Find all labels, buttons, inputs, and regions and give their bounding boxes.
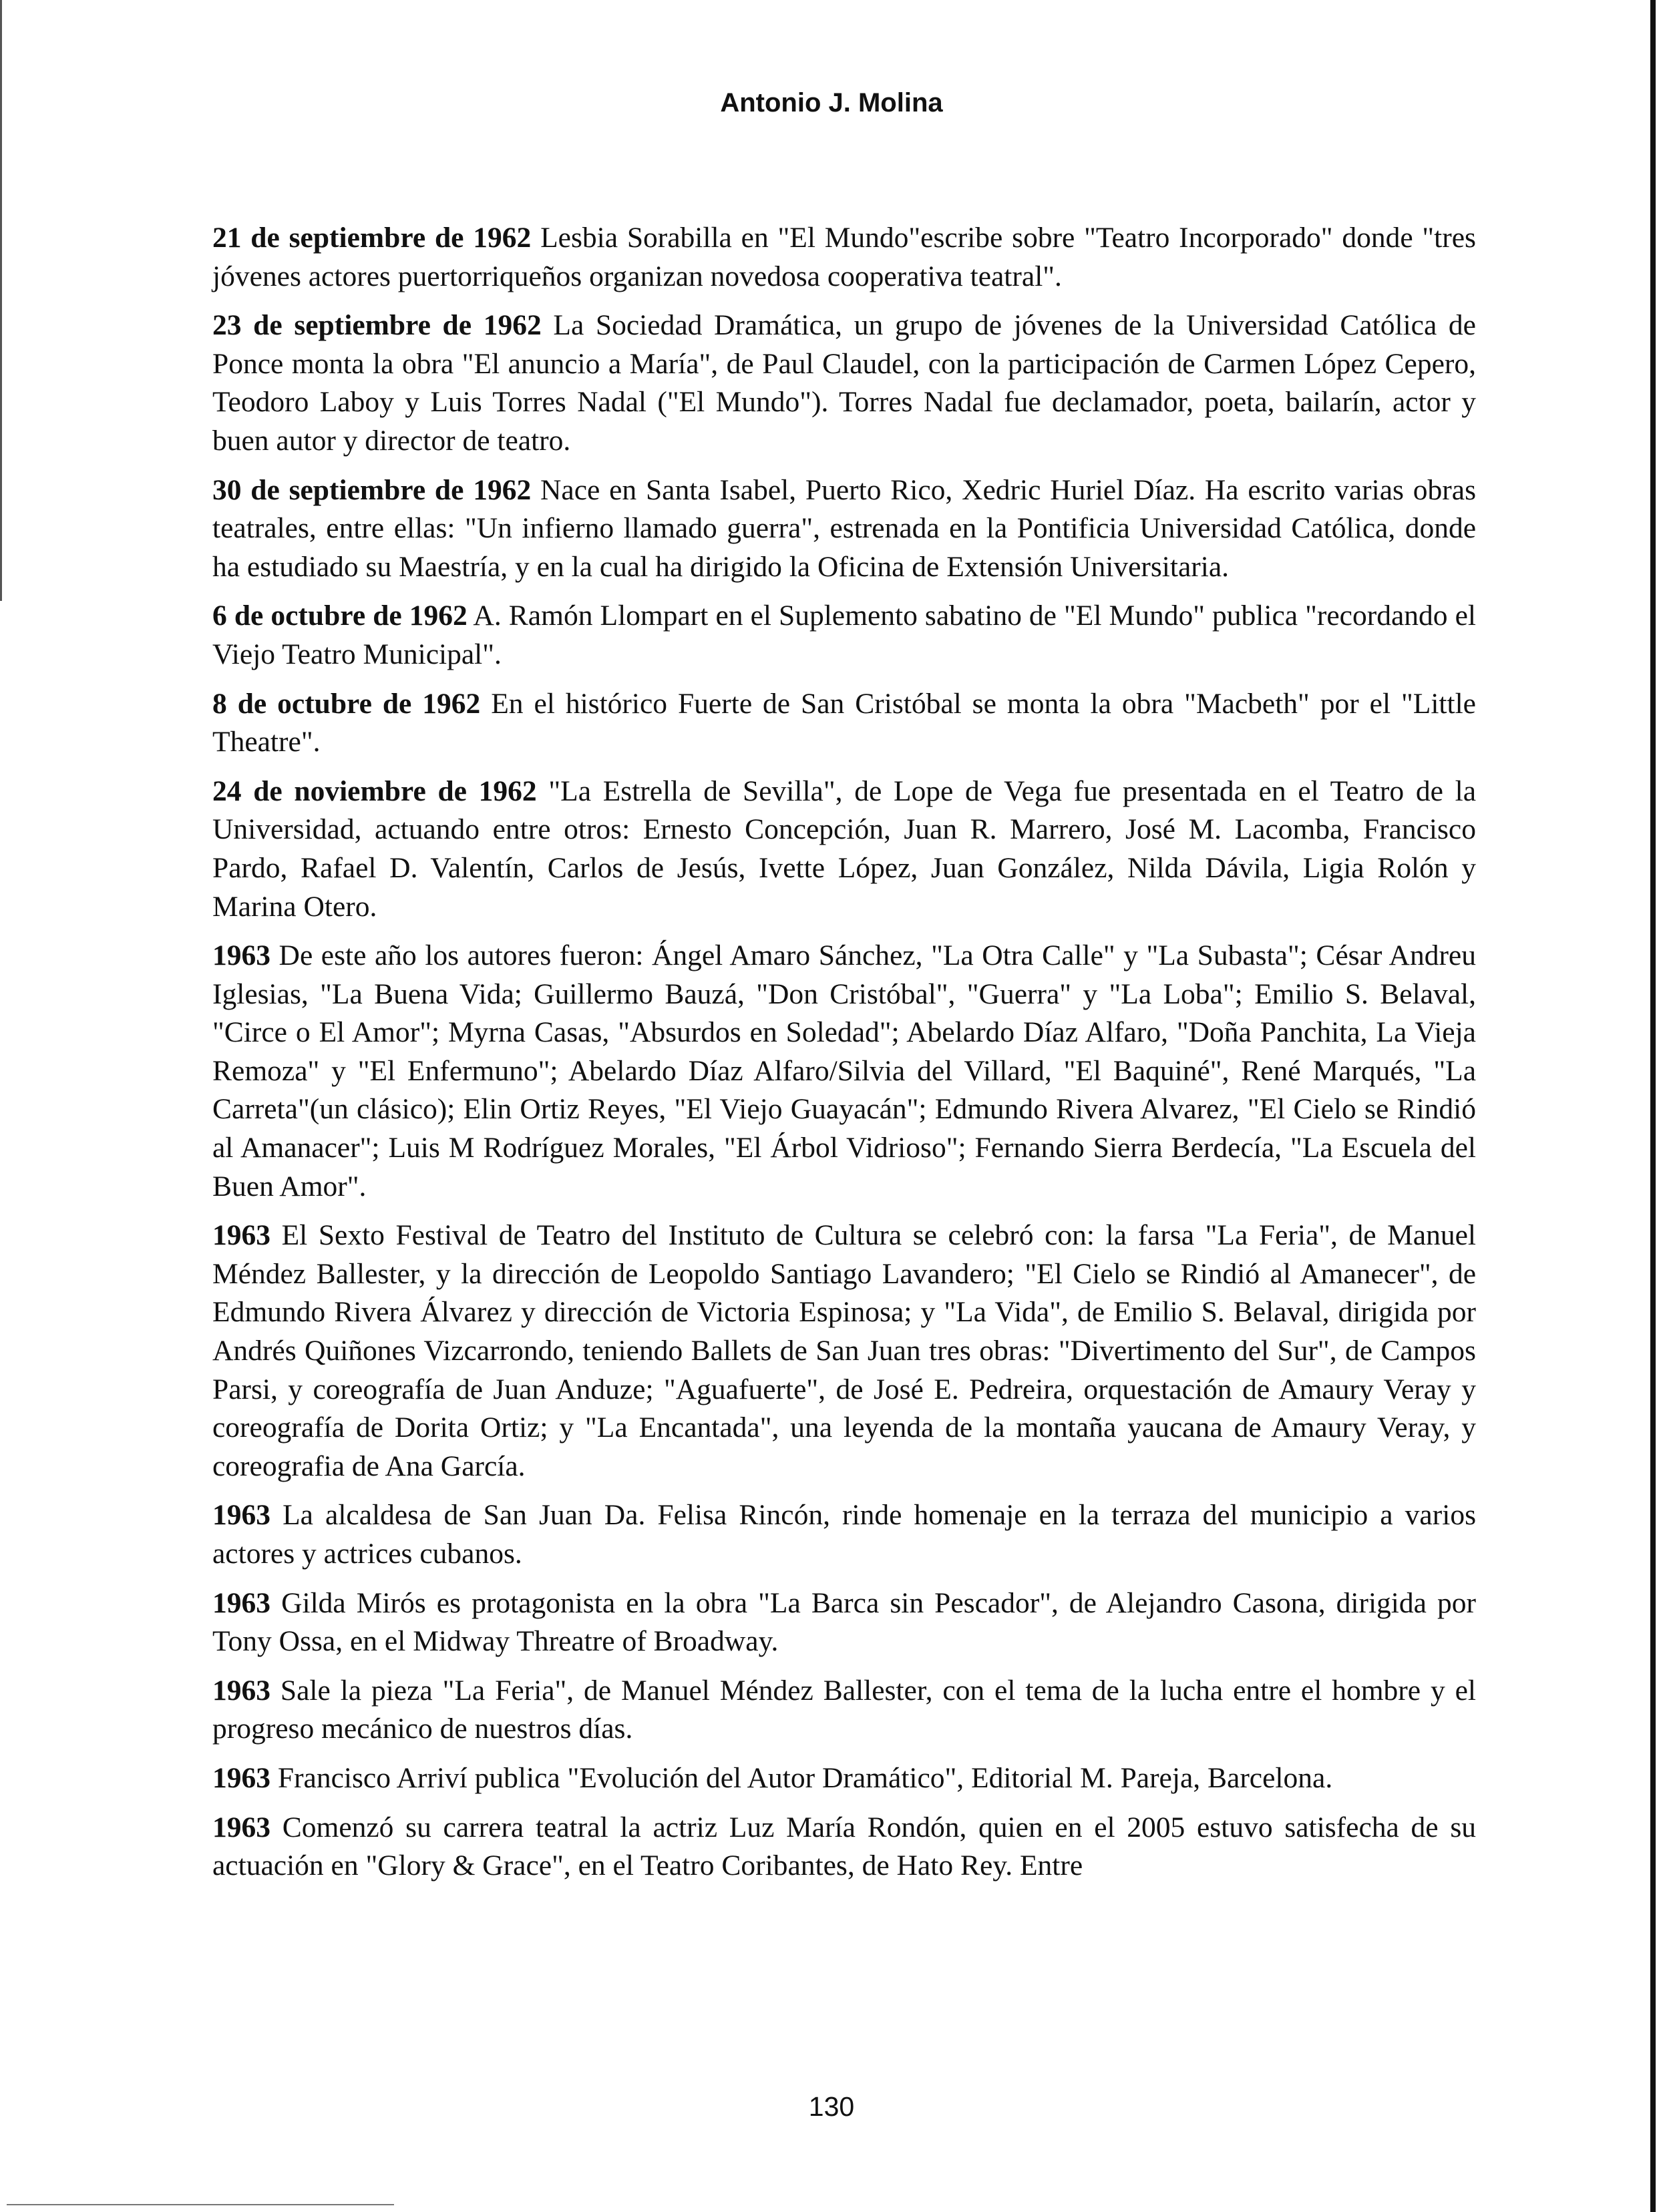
entry-date: 1963 <box>212 1761 270 1794</box>
entry-text: "La Estrella de Sevilla", de Lope de Vega fue presentada en el Teatro de la Universidad, actuando entre otros: Ernesto Concepción, Juan R. Marrero, José M. Lacomba, Francisco Pardo, Rafael D. Valentín, Carlos de Jesús, Ivette López, Juan González, Nilda Dávila, Ligia Rolón y Marina Otero. <box>212 775 1477 923</box>
entry-text: La alcaldesa de San Juan Da. Felisa Rincón, rinde homenaje en la terraza del municipio a varios actores y actrices cubanos. <box>212 1499 1476 1570</box>
page-number: 130 <box>808 2091 855 2122</box>
entry-date: 1963 <box>212 1499 270 1532</box>
entry-text: Sale la pieza "La Feria", de Manuel Méndez Ballester, con el tema de la lucha entre el hombre y el progreso mecánico de nuestros días. <box>212 1674 1476 1745</box>
entry-date: 1963 <box>212 1674 270 1707</box>
footer-rule <box>7 2204 394 2205</box>
entry-text: De este año los autores fueron: Ángel Amaro Sánchez, "La Otra Calle" y "La Subasta"; César Andreu Iglesias, "La Buena Vida; Guillermo Bauzá, "Don Cristóbal", "Guerra" y "La Loba"; Emilio S. Belaval, "Circe o El Amor"; Myrna Casas, "Absurdos en Soledad"; Abelardo Díaz Alfaro, "Doña Panchita, La Vieja Remoza" y "El Enfermuno"; Abelardo Díaz Alfaro/Silvia del Villard, "El Baquiné", René Marqués, "La Carreta"(un clásico); Elin Ortiz Reyes, "El Viejo Guayacán"; Edmundo Rivera Alvarez, "El Cielo se Rindió al Amanacer"; Luis M Rodríguez Morales, "El Árbol Vidrioso"; Fernando Sierra Berdecía, "La Escuela del Buen Amor". <box>212 939 1476 1202</box>
entry-date: 1963 <box>212 1586 270 1619</box>
entry-date: 1963 <box>212 1219 270 1252</box>
running-header: Antonio J. Molina <box>720 88 943 118</box>
entry-text: Nace en Santa Isabel, Puerto Rico, Xedric Huriel Díaz. Ha escrito varias obras teatrales, entre ellas: "Un infierno llamado guerra", estrenada en la Pontificia Universidad Católica, donde ha estudiado su Maestría, y en la cual ha dirigido la Oficina de Extensión Universitaria. <box>212 473 1476 583</box>
entry-text: Francisco Arriví publica "Evolución del Autor Dramático", Editorial M. Pareja, Barcelona. <box>270 1761 1333 1794</box>
entry-date: 30 de septiembre de 1962 <box>212 473 532 506</box>
chronology-entry <box>212 1759 1476 1798</box>
entry-text: El Sexto Festival de Teatro del Instituto de Cultura se celebró con: la farsa "La Feria", de Manuel Méndez Ballester, y la dirección de Leopoldo Santiago Lavandero; "El Cielo se Rindió al Amanecer", de Edmundo Rivera Álvarez y dirección de Victoria Espinosa; y "La Vida", de Emilio S. Belaval, dirigida por Andrés Quiñones Vizcarrondo, teniendo Ballets de San Juan tres obras: "Divertimento del Sur", de Campos Parsi, y coreografía de Juan Anduze; "Aguafuerte", de José E. Pedreira, orquestación de Amaury Veray y coreografía de Dorita Ortiz; y "La Encantada", una leyenda de la montaña yaucana de Amaury Veray, y coreografia de Ana García. <box>212 1219 1476 1482</box>
chronology-entry <box>212 1216 1476 1486</box>
entry-text: La Sociedad Dramática, un grupo de jóvenes de la Universidad Católica de Ponce monta la obra "El anuncio a María", de Paul Claudel, con la participación de Carmen López Cepero, Teodoro Laboy y Luis Torres Nadal ("El Mundo"). Torres Nadal fue declamador, poeta, bailarín, actor y buen autor y director de teatro. <box>212 309 1476 457</box>
entry-date: 21 de septiembre de 1962 <box>212 222 532 254</box>
entry-date: 1963 <box>212 939 270 972</box>
chronology-entry <box>212 772 1476 926</box>
chronology-entry <box>212 1496 1476 1573</box>
chronology-entry <box>212 306 1476 460</box>
entry-date: 8 de octubre de 1962 <box>212 687 481 720</box>
entry-text: Lesbia Sorabilla en "El Mundo"escribe sobre "Teatro Incorporado" donde "tres jóvenes actores puertorriqueños organizan novedosa cooperativa teatral". <box>212 222 1476 292</box>
entry-date: 6 de octubre de 1962 <box>212 600 468 632</box>
chronology-entry <box>212 471 1476 587</box>
chronology-entry <box>212 1809 1476 1886</box>
chronology-body <box>212 219 1476 1896</box>
chronology-entry <box>212 685 1476 762</box>
entry-text: A. Ramón Llompart en el Suplemento sabatino de "El Mundo" publica "recordando el Viejo Teatro Municipal". <box>212 600 1476 670</box>
chronology-entry <box>212 937 1476 1206</box>
entry-date: 1963 <box>212 1811 270 1843</box>
scan-right-edge <box>1650 0 1656 2212</box>
entry-text: Gilda Mirós es protagonista en la obra "La Barca sin Pescador", de Alejandro Casona, dirigida por Tony Ossa, en el Midway Threatre of Broadway. <box>212 1586 1476 1658</box>
chronology-entry <box>212 219 1476 296</box>
entry-date: 23 de septiembre de 1962 <box>212 309 542 342</box>
chronology-entry <box>212 1672 1476 1749</box>
chronology-entry <box>212 597 1476 674</box>
entry-text: Comenzó su carrera teatral la actriz Luz María Rondón, quien en el 2005 estuvo satisfecha de su actuación en "Glory & Grace", en el Teatro Coribantes, de Hato Rey. Entre <box>212 1811 1476 1882</box>
chronology-entry <box>212 1584 1476 1661</box>
entry-date: 24 de noviembre de 1962 <box>212 775 537 807</box>
entry-text: En el histórico Fuerte de San Cristóbal se monta la obra "Macbeth" por el "Little Theatre". <box>212 687 1476 758</box>
